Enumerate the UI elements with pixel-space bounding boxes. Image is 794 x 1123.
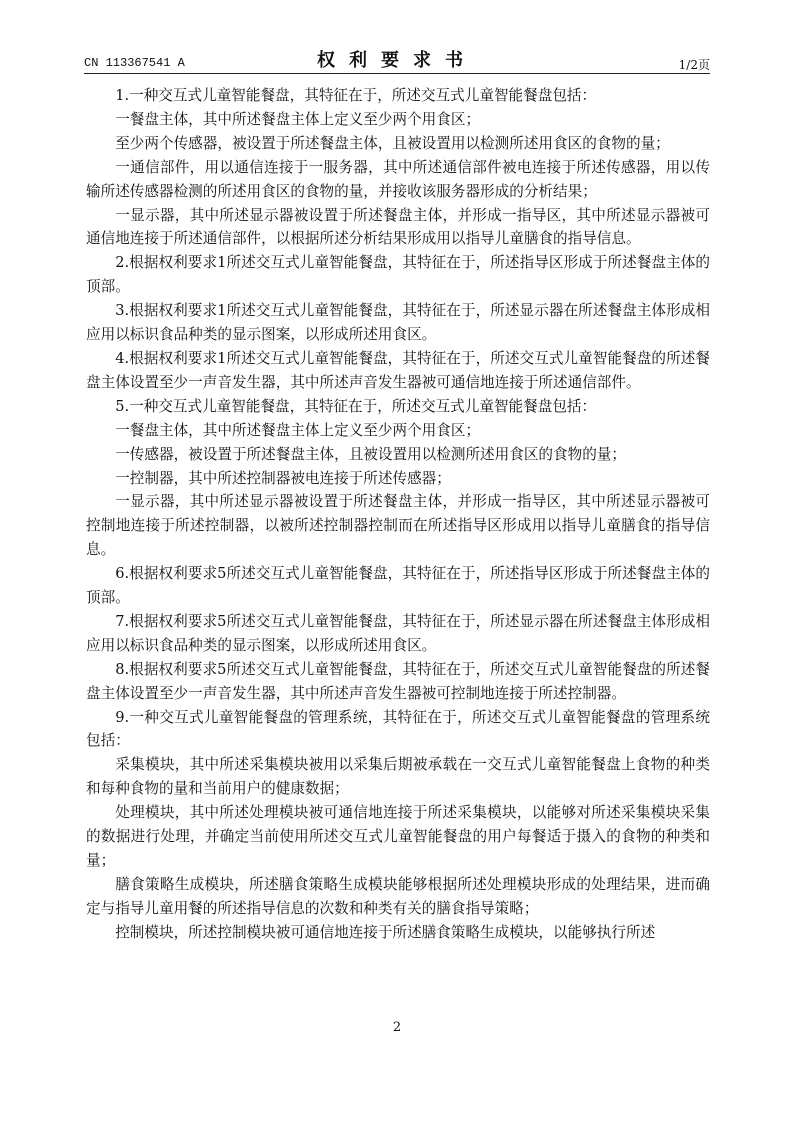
claim-paragraph: 一显示器，其中所述显示器被设置于所述餐盘主体，并形成一指导区，其中所述显示器被可通信地连接于所述通信部件，以根据所述分析结果形成用以指导儿童膳食的指导信息。 (86, 206, 710, 248)
publication-number: CN 113367541 A (84, 56, 185, 70)
claim-paragraph: 9.一种交互式儿童智能餐盘的管理系统，其特征在于，所述交互式儿童智能餐盘的管理系统包括： (86, 708, 710, 750)
claim-paragraph: 膳食策略生成模块，所述膳食策略生成模块能够根据所述处理模块形成的处理结果，进而确定与指导儿童用餐的所述指导信息的次数和种类有关的膳食指导策略； (86, 875, 710, 917)
document-title: 权利要求书 (317, 50, 477, 71)
claim-paragraph: 1.一种交互式儿童智能餐盘，其特征在于，所述交互式儿童智能餐盘包括： (115, 87, 597, 104)
claim-paragraph: 8.根据权利要求5所述交互式儿童智能餐盘，其特征在于，所述交互式儿童智能餐盘的所述餐盘主体设置至少一声音发生器，其中所述声音发生器被可控制地连接于所述控制器。 (86, 660, 710, 702)
claim-paragraph: 一餐盘主体，其中所述餐盘主体上定义至少两个用食区； (115, 421, 481, 439)
claim-paragraph: 6.根据权利要求5所述交互式儿童智能餐盘，其特征在于，所述指导区形成于所述餐盘主体的顶部。 (86, 565, 710, 607)
claim-paragraph: 2.根据权利要求1所述交互式儿童智能餐盘，其特征在于，所述指导区形成于所述餐盘主体的顶部。 (86, 254, 710, 296)
claim-paragraph: 4.根据权利要求1所述交互式儿童智能餐盘，其特征在于，所述交互式儿童智能餐盘的所述餐盘主体设置至少一声音发生器，其中所述声音发生器被可通信地连接于所述通信部件。 (86, 349, 710, 391)
claim-paragraph: 一显示器，其中所述显示器被设置于所述餐盘主体，并形成一指导区，其中所述显示器被可控制地连接于所述控制器，以被所述控制器控制而在所述指导区形成用以指导儿童膳食的指导信息。 (86, 493, 710, 559)
claim-paragraph: 7.根据权利要求5所述交互式儿童智能餐盘，其特征在于，所述显示器在所述餐盘主体形成相应用以标识食品种类的显示图案，以形成所述用食区。 (86, 612, 710, 654)
claim-paragraph: 至少两个传感器，被设置于所述餐盘主体，且被设置用以检测所述用食区的食物的量； (115, 134, 670, 152)
page-number: 2 (392, 1020, 402, 1035)
claim-paragraph: 一餐盘主体，其中所述餐盘主体上定义至少两个用食区； (115, 110, 481, 128)
claim-paragraph: 一传感器，被设置于所述餐盘主体，且被设置用以检测所述用食区的食物的量； (115, 445, 626, 463)
claim-paragraph: 一通信部件，用以通信连接于一服务器，其中所述通信部件被电连接于所述传感器，用以传输所述传感器检测的所述用食区的食物的量，并接收该服务器形成的分析结果； (86, 158, 710, 200)
header-rule (84, 73, 710, 74)
claims-body (86, 84, 710, 945)
page-header (84, 46, 710, 72)
claim-paragraph: 3.根据权利要求1所述交互式儿童智能餐盘，其特征在于，所述显示器在所述餐盘主体形成相应用以标识食品种类的显示图案，以形成所述用食区。 (86, 302, 710, 344)
page-indicator: 1/2页 (678, 58, 710, 72)
claim-paragraph: 5.一种交互式儿童智能餐盘，其特征在于，所述交互式儿童智能餐盘包括： (115, 397, 597, 415)
claim-paragraph: 控制模块，所述控制模块被可通信地连接于所述膳食策略生成模块，以能够执行所述 (115, 923, 656, 941)
claim-paragraph: 采集模块，其中所述采集模块被用以采集后期被承载在一交互式儿童智能餐盘上食物的种类和每种食物的量和当前用户的健康数据； (86, 756, 710, 798)
claim-paragraph: 处理模块，其中所述处理模块被可通信地连接于所述采集模块，以能够对所述采集模块采集的数据进行处理，并确定当前使用所述交互式儿童智能餐盘的用户每餐适于摄入的食物的种类和量； (86, 804, 710, 869)
claim-paragraph: 一控制器，其中所述控制器被电连接于所述传感器； (115, 469, 451, 487)
